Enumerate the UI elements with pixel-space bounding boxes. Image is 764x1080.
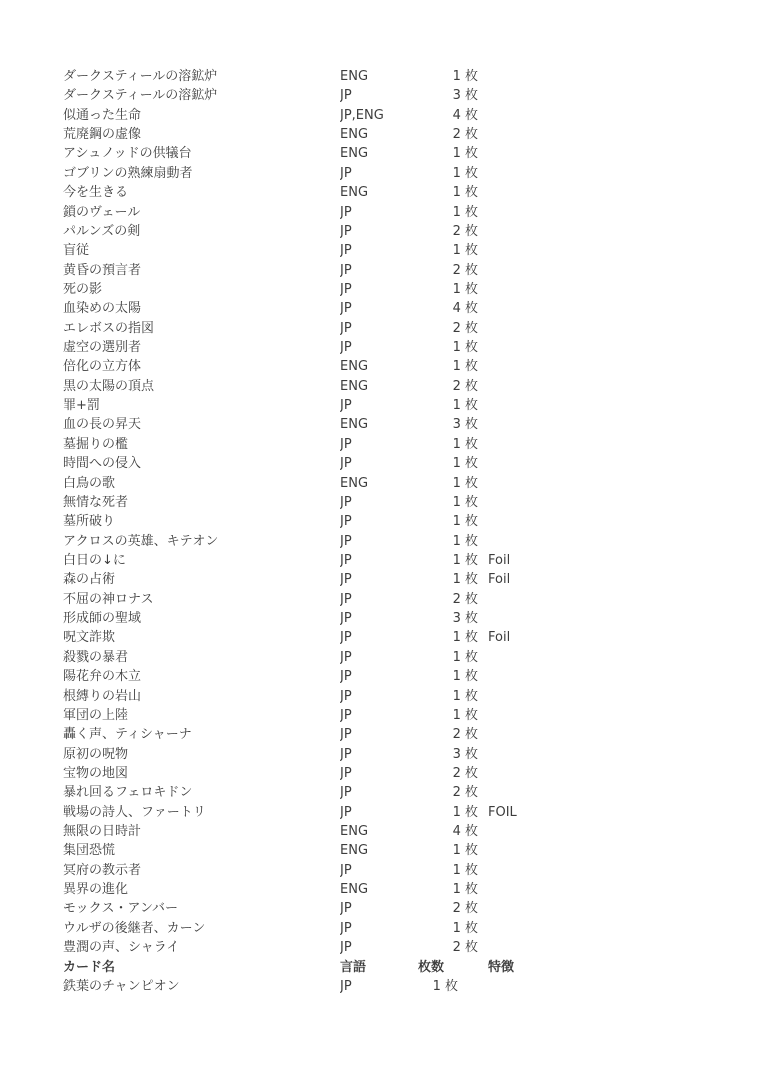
count-cell: 1 枚 (452, 533, 478, 549)
count-cell: 4 枚 (452, 107, 478, 123)
card-name-cell: 黄昏の預言者 (63, 262, 142, 278)
table-row (63, 299, 703, 318)
count-cell: 1 枚 (432, 978, 458, 994)
card-name-cell: 墓所破り (63, 514, 116, 530)
count-cell: 2 枚 (452, 765, 478, 781)
language-cell: JP (340, 572, 352, 588)
language-cell: ENG (340, 475, 369, 491)
card-name-cell: モックス・アンバー (63, 901, 179, 917)
language-cell: JP (340, 514, 352, 530)
language-cell: JP (340, 552, 352, 568)
card-list-content (63, 67, 703, 996)
language-cell: JP (340, 456, 352, 472)
count-cell: 2 枚 (452, 223, 478, 239)
table-row (63, 899, 703, 918)
count-cell: 1 枚 (452, 843, 478, 859)
language-cell: ENG (340, 824, 369, 840)
count-cell: 1 枚 (452, 165, 478, 181)
language-cell: ENG (340, 185, 369, 201)
language-cell: ENG (340, 69, 369, 84)
card-name-cell: 呪文詐欺 (63, 630, 116, 646)
table-row (63, 280, 703, 299)
feature-cell: Foil (488, 630, 511, 646)
count-cell: 2 枚 (452, 901, 478, 917)
feature-cell: Foil (488, 572, 511, 588)
language-cell: JP (340, 204, 352, 220)
count-cell: 1 枚 (452, 804, 478, 820)
card-name-cell: ゴブリンの熟練扇動者 (63, 165, 193, 181)
count-cell: 2 枚 (452, 262, 478, 278)
card-name-cell: パルンズの剣 (63, 223, 141, 239)
card-name-cell: 戦場の詩人、ファートリ (63, 804, 206, 820)
table-row (63, 319, 703, 338)
language-cell: JP (340, 223, 352, 239)
table-row (63, 861, 703, 880)
card-name-cell: 根縛りの岩山 (63, 688, 142, 704)
language-cell: ENG (340, 417, 369, 433)
table-row (63, 125, 703, 144)
count-cell: 1 枚 (452, 862, 478, 878)
count-cell: 1 枚 (452, 243, 478, 259)
card-name-cell: 不屈の神ロナス (63, 591, 154, 607)
card-name-cell: 原初の呪物 (63, 746, 129, 762)
count-cell: 2 枚 (452, 320, 478, 336)
table-row (63, 745, 703, 764)
table-row (63, 667, 703, 686)
table-row (63, 919, 703, 938)
count-cell: 1 枚 (452, 572, 478, 588)
card-name-cell: 今を生きる (63, 185, 129, 201)
count-cell: 3 枚 (452, 611, 478, 627)
count-cell: 1 枚 (452, 475, 478, 491)
language-cell: JP (340, 436, 352, 452)
table-row (63, 783, 703, 802)
card-name-cell: 暴れ回るフェロキドン (63, 785, 193, 801)
card-name-cell: 白日の↓に (63, 552, 126, 568)
language-cell: JP (340, 785, 352, 801)
table-row (63, 67, 703, 86)
count-cell: 1 枚 (452, 920, 478, 936)
language-cell: JP (340, 940, 352, 956)
table-row (63, 648, 703, 667)
language-cell: JP (340, 765, 352, 781)
card-name-cell: エレボスの指図 (63, 320, 155, 336)
card-name-cell: 軍団の上陸 (63, 707, 129, 723)
card-name-cell: アシュノッドの供犠台 (63, 146, 192, 162)
count-cell: 2 枚 (452, 940, 478, 956)
language-cell: JP (340, 707, 352, 723)
card-name-cell: 轟く声、ティシャーナ (63, 727, 192, 743)
table-row (63, 493, 703, 512)
card-name-cell: 陽花弁の木立 (63, 669, 142, 685)
language-cell: JP,ENG (340, 107, 384, 123)
language-cell: JP (340, 688, 352, 704)
card-name-cell: 豊潤の声、シャライ (63, 940, 180, 956)
language-cell: JP (340, 340, 352, 356)
language-cell: JP (340, 301, 352, 317)
count-cell: 1 枚 (452, 514, 478, 530)
count-cell: 1 枚 (452, 882, 478, 898)
card-list (63, 67, 703, 958)
language-cell: JP (340, 746, 352, 762)
header-card-name: カード名 (63, 959, 116, 975)
count-cell: 2 枚 (452, 591, 478, 607)
language-cell: JP (340, 398, 352, 414)
table-row (63, 532, 703, 551)
count-cell: 1 枚 (452, 436, 478, 452)
card-name-cell: 形成師の聖域 (63, 611, 142, 627)
card-name-cell: 無情な死者 (63, 494, 129, 510)
count-cell: 2 枚 (452, 785, 478, 801)
card-name-cell: 白鳥の歌 (63, 475, 116, 491)
table-row (63, 512, 703, 531)
count-cell: 2 枚 (452, 378, 478, 394)
table-row (63, 183, 703, 202)
card-name-cell: 宝物の地図 (63, 765, 129, 781)
table-row (63, 609, 703, 628)
table-row (63, 454, 703, 473)
table-row (63, 938, 703, 957)
table-row (63, 803, 703, 822)
table-row (63, 377, 703, 396)
feature-cell: FOIL (488, 804, 517, 820)
count-cell: 3 枚 (452, 746, 478, 762)
count-cell: 1 枚 (452, 688, 478, 704)
card-name-cell: 冥府の教示者 (63, 862, 142, 878)
card-name-cell: 荒廃鋼の虚像 (63, 127, 142, 143)
table-row (63, 570, 703, 589)
count-cell: 1 枚 (452, 494, 478, 510)
card-name-cell: 虚空の選別者 (63, 340, 142, 356)
language-cell: JP (340, 262, 352, 278)
card-name-cell: 血染めの太陽 (63, 301, 142, 317)
table-row (63, 706, 703, 725)
count-cell: 1 枚 (452, 630, 478, 646)
card-name-cell: 黒の太陽の頂点 (63, 378, 155, 394)
table-row (63, 222, 703, 241)
card-name-cell: ダークスティールの溶鉱炉 (63, 88, 218, 104)
language-cell: JP (340, 88, 352, 104)
language-cell: JP (340, 320, 352, 336)
card-name-cell: 倍化の立方体 (63, 359, 142, 375)
language-cell: JP (340, 920, 352, 936)
table-row (63, 474, 703, 493)
language-cell: JP (340, 804, 352, 820)
language-cell: JP (340, 901, 352, 917)
table-row (63, 241, 703, 260)
header-count: 枚数 (418, 959, 445, 975)
table-row (63, 841, 703, 860)
language-cell: ENG (340, 359, 369, 375)
language-cell: JP (340, 165, 352, 181)
card-name-cell: ダークスティールの溶鉱炉 (63, 69, 218, 84)
count-cell: 1 枚 (452, 185, 478, 201)
count-cell: 1 枚 (452, 649, 478, 665)
language-cell: JP (340, 669, 352, 685)
language-cell: JP (340, 533, 352, 549)
count-cell: 1 枚 (452, 146, 478, 162)
card-name-cell: 墓掘りの檻 (63, 436, 129, 452)
card-name-cell: 似通った生命 (63, 107, 142, 123)
language-cell: JP (340, 281, 352, 297)
count-cell: 3 枚 (452, 88, 478, 104)
language-cell: JP (340, 727, 352, 743)
card-name-cell: 集団恐慌 (63, 843, 116, 859)
card-name-cell: 死の影 (63, 281, 103, 297)
table-row (63, 396, 703, 415)
count-cell: 1 枚 (452, 669, 478, 685)
card-name-cell: 罪+罰 (63, 398, 100, 414)
table-row (63, 86, 703, 105)
table-row (63, 977, 703, 996)
card-name-cell: 鉄葉のチャンピオン (63, 978, 180, 994)
language-cell: ENG (340, 146, 369, 162)
count-cell: 1 枚 (452, 359, 478, 375)
language-cell: JP (340, 591, 352, 607)
count-cell: 1 枚 (452, 398, 478, 414)
table-row (63, 357, 703, 376)
language-cell: ENG (340, 127, 369, 143)
card-name-cell: 無限の日時計 (63, 824, 142, 840)
table-row (63, 764, 703, 783)
count-cell: 3 枚 (452, 417, 478, 433)
table-row (63, 822, 703, 841)
table-row (63, 106, 703, 125)
language-cell: ENG (340, 882, 369, 898)
count-cell: 1 枚 (452, 204, 478, 220)
table-row (63, 338, 703, 357)
card-name-cell: ウルザの後継者、カーン (63, 920, 206, 936)
count-cell: 2 枚 (452, 727, 478, 743)
card-name-cell: 殺戮の暴君 (63, 649, 129, 665)
count-cell: 1 枚 (452, 707, 478, 723)
card-list-bottom (63, 977, 703, 996)
language-cell: JP (340, 611, 352, 627)
table-row (63, 144, 703, 163)
table-row (63, 164, 703, 183)
count-cell: 1 枚 (452, 281, 478, 297)
table-row (63, 261, 703, 280)
table-row (63, 415, 703, 434)
table-row (63, 687, 703, 706)
language-cell: JP (340, 494, 352, 510)
count-cell: 1 枚 (452, 456, 478, 472)
table-row (63, 880, 703, 899)
card-name-cell: 異界の進化 (63, 882, 129, 898)
language-cell: JP (340, 649, 352, 665)
card-name-cell: 血の長の昇天 (63, 417, 142, 433)
language-cell: ENG (340, 378, 369, 394)
language-cell: JP (340, 243, 352, 259)
count-cell: 1 枚 (452, 552, 478, 568)
feature-cell: Foil (488, 552, 511, 568)
language-cell: JP (340, 978, 352, 994)
table-row (63, 590, 703, 609)
table-row (63, 203, 703, 222)
count-cell: 1 枚 (452, 340, 478, 356)
header-language: 言語 (340, 959, 367, 975)
card-name-cell: 鎖のヴェール (63, 204, 141, 220)
count-cell: 4 枚 (452, 824, 478, 840)
count-cell: 1 枚 (452, 69, 478, 84)
language-cell: JP (340, 630, 352, 646)
table-row (63, 551, 703, 570)
table-row (63, 725, 703, 744)
language-cell: ENG (340, 843, 369, 859)
card-name-cell: 森の占術 (63, 572, 116, 588)
table-row (63, 628, 703, 647)
table-row (63, 435, 703, 454)
card-name-cell: 盲従 (63, 243, 90, 259)
card-name-cell: 時間への侵入 (63, 456, 142, 472)
header-feature: 特徴 (488, 959, 515, 975)
card-name-cell: アクロスの英雄、キテオン (63, 533, 219, 549)
count-cell: 4 枚 (452, 301, 478, 317)
count-cell: 2 枚 (452, 127, 478, 143)
table-header-row (63, 958, 703, 977)
language-cell: JP (340, 862, 352, 878)
